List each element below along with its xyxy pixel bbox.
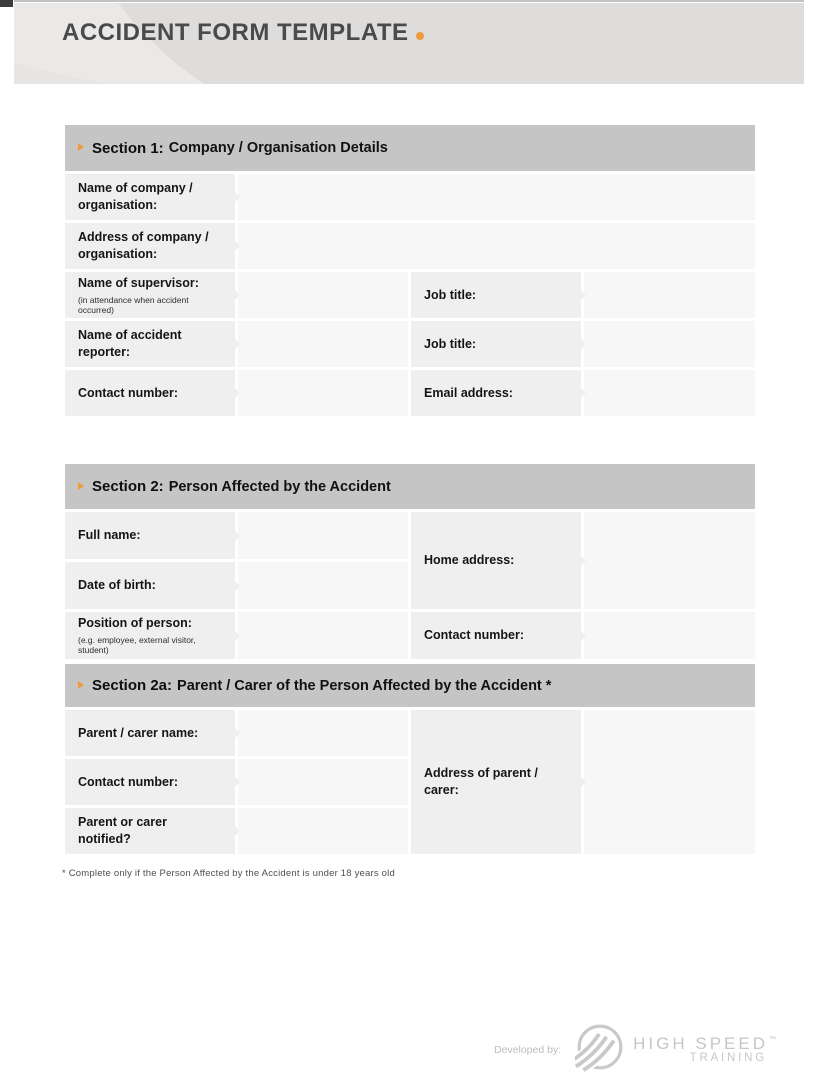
section-2a [65,664,755,854]
section2a-label: Section 2a: [92,677,173,694]
section-arrow-icon [78,143,84,151]
section2-body [65,512,755,659]
field-note-supervisor: (in attendance when accident occurred) [78,294,189,315]
field-label-company-address: Address of company / organisation: [65,223,235,269]
input-reporter-job-title[interactable] [584,321,755,367]
field-label-parent-name: Parent / carer name: [65,710,235,756]
input-company-name[interactable] [238,174,755,220]
developed-by-label: Developed by: [494,1043,562,1056]
section2a-title: Parent / Carer of the Person Affected by the Accident * [177,677,552,694]
input-email-address[interactable] [584,370,755,416]
footer [494,1022,776,1077]
page-header [14,3,804,84]
input-company-address[interactable] [238,223,755,269]
section-1 [65,125,755,416]
section2a-header [65,664,755,707]
input-person-contact-number[interactable] [584,612,755,659]
input-date-of-birth[interactable] [238,562,408,609]
brand-wordmark [633,1035,776,1065]
brand-subtitle: TRAINING [689,1052,767,1065]
field-label-home-address: Home address: [411,512,581,609]
accent-dot-icon [416,32,424,40]
section2-title: Person Affected by the Accident [168,478,391,495]
section-arrow-icon [78,482,84,490]
input-parent-name[interactable] [238,710,408,756]
section2-label: Section 2: [92,478,164,495]
brand-name: HIGH SPEED [633,1033,768,1053]
input-supervisor-name[interactable] [238,272,408,318]
page-title: ACCIDENT FORM TEMPLATE [62,19,409,46]
section1-header [65,125,755,171]
section1-title: Company / Organisation Details [168,140,388,156]
under-18-footnote: * Complete only if the Person Affected by the Accident is under 18 years old [62,868,395,879]
input-supervisor-job-title[interactable] [584,272,755,318]
section2-header [65,464,755,509]
section2a-body [65,710,755,854]
section-2 [65,464,755,659]
field-label-contact-number: Contact number: [65,370,235,416]
field-label-reporter-job-title: Job title: [411,321,581,367]
input-home-address[interactable] [584,512,755,609]
input-parent-address[interactable] [584,710,755,854]
page-top-corner-mark [0,0,13,7]
section1-label: Section 1: [92,139,164,157]
section-arrow-icon [78,681,84,689]
field-label-parent-notified: Parent or carer notified? [65,808,235,854]
field-label-parent-contact-number: Contact number: [65,759,235,805]
high-speed-training-logo-icon [575,1022,625,1077]
page-top-edge-line [14,0,804,2]
field-label-supervisor-job-title: Job title: [411,272,581,318]
field-label-position: Position of person: (e.g. employee, external visitor, student) [65,612,235,659]
input-reporter-name[interactable] [238,321,408,367]
field-label-reporter-name: Name of accident reporter: [65,321,235,367]
field-label-company-name: Name of company / organisation: [65,174,235,220]
field-label-email-address: Email address: [411,370,581,416]
field-label-supervisor-name: Name of supervisor: (in attendance when accident occurred) [65,272,235,318]
input-parent-contact-number[interactable] [238,759,408,805]
input-position[interactable] [238,612,408,659]
section1-body [65,174,755,416]
field-label-full-name: Full name: [65,512,235,559]
field-note-position: (e.g. employee, external visitor, student) [78,635,196,656]
accident-form [65,125,755,854]
field-label-date-of-birth: Date of birth: [65,562,235,609]
input-full-name[interactable] [238,512,408,559]
field-label-person-contact-number: Contact number: [411,612,581,659]
trademark-symbol: ™ [769,1035,776,1043]
field-label-parent-address: Address of parent / carer: [411,710,581,854]
input-contact-number[interactable] [238,370,408,416]
input-parent-notified[interactable] [238,808,408,854]
